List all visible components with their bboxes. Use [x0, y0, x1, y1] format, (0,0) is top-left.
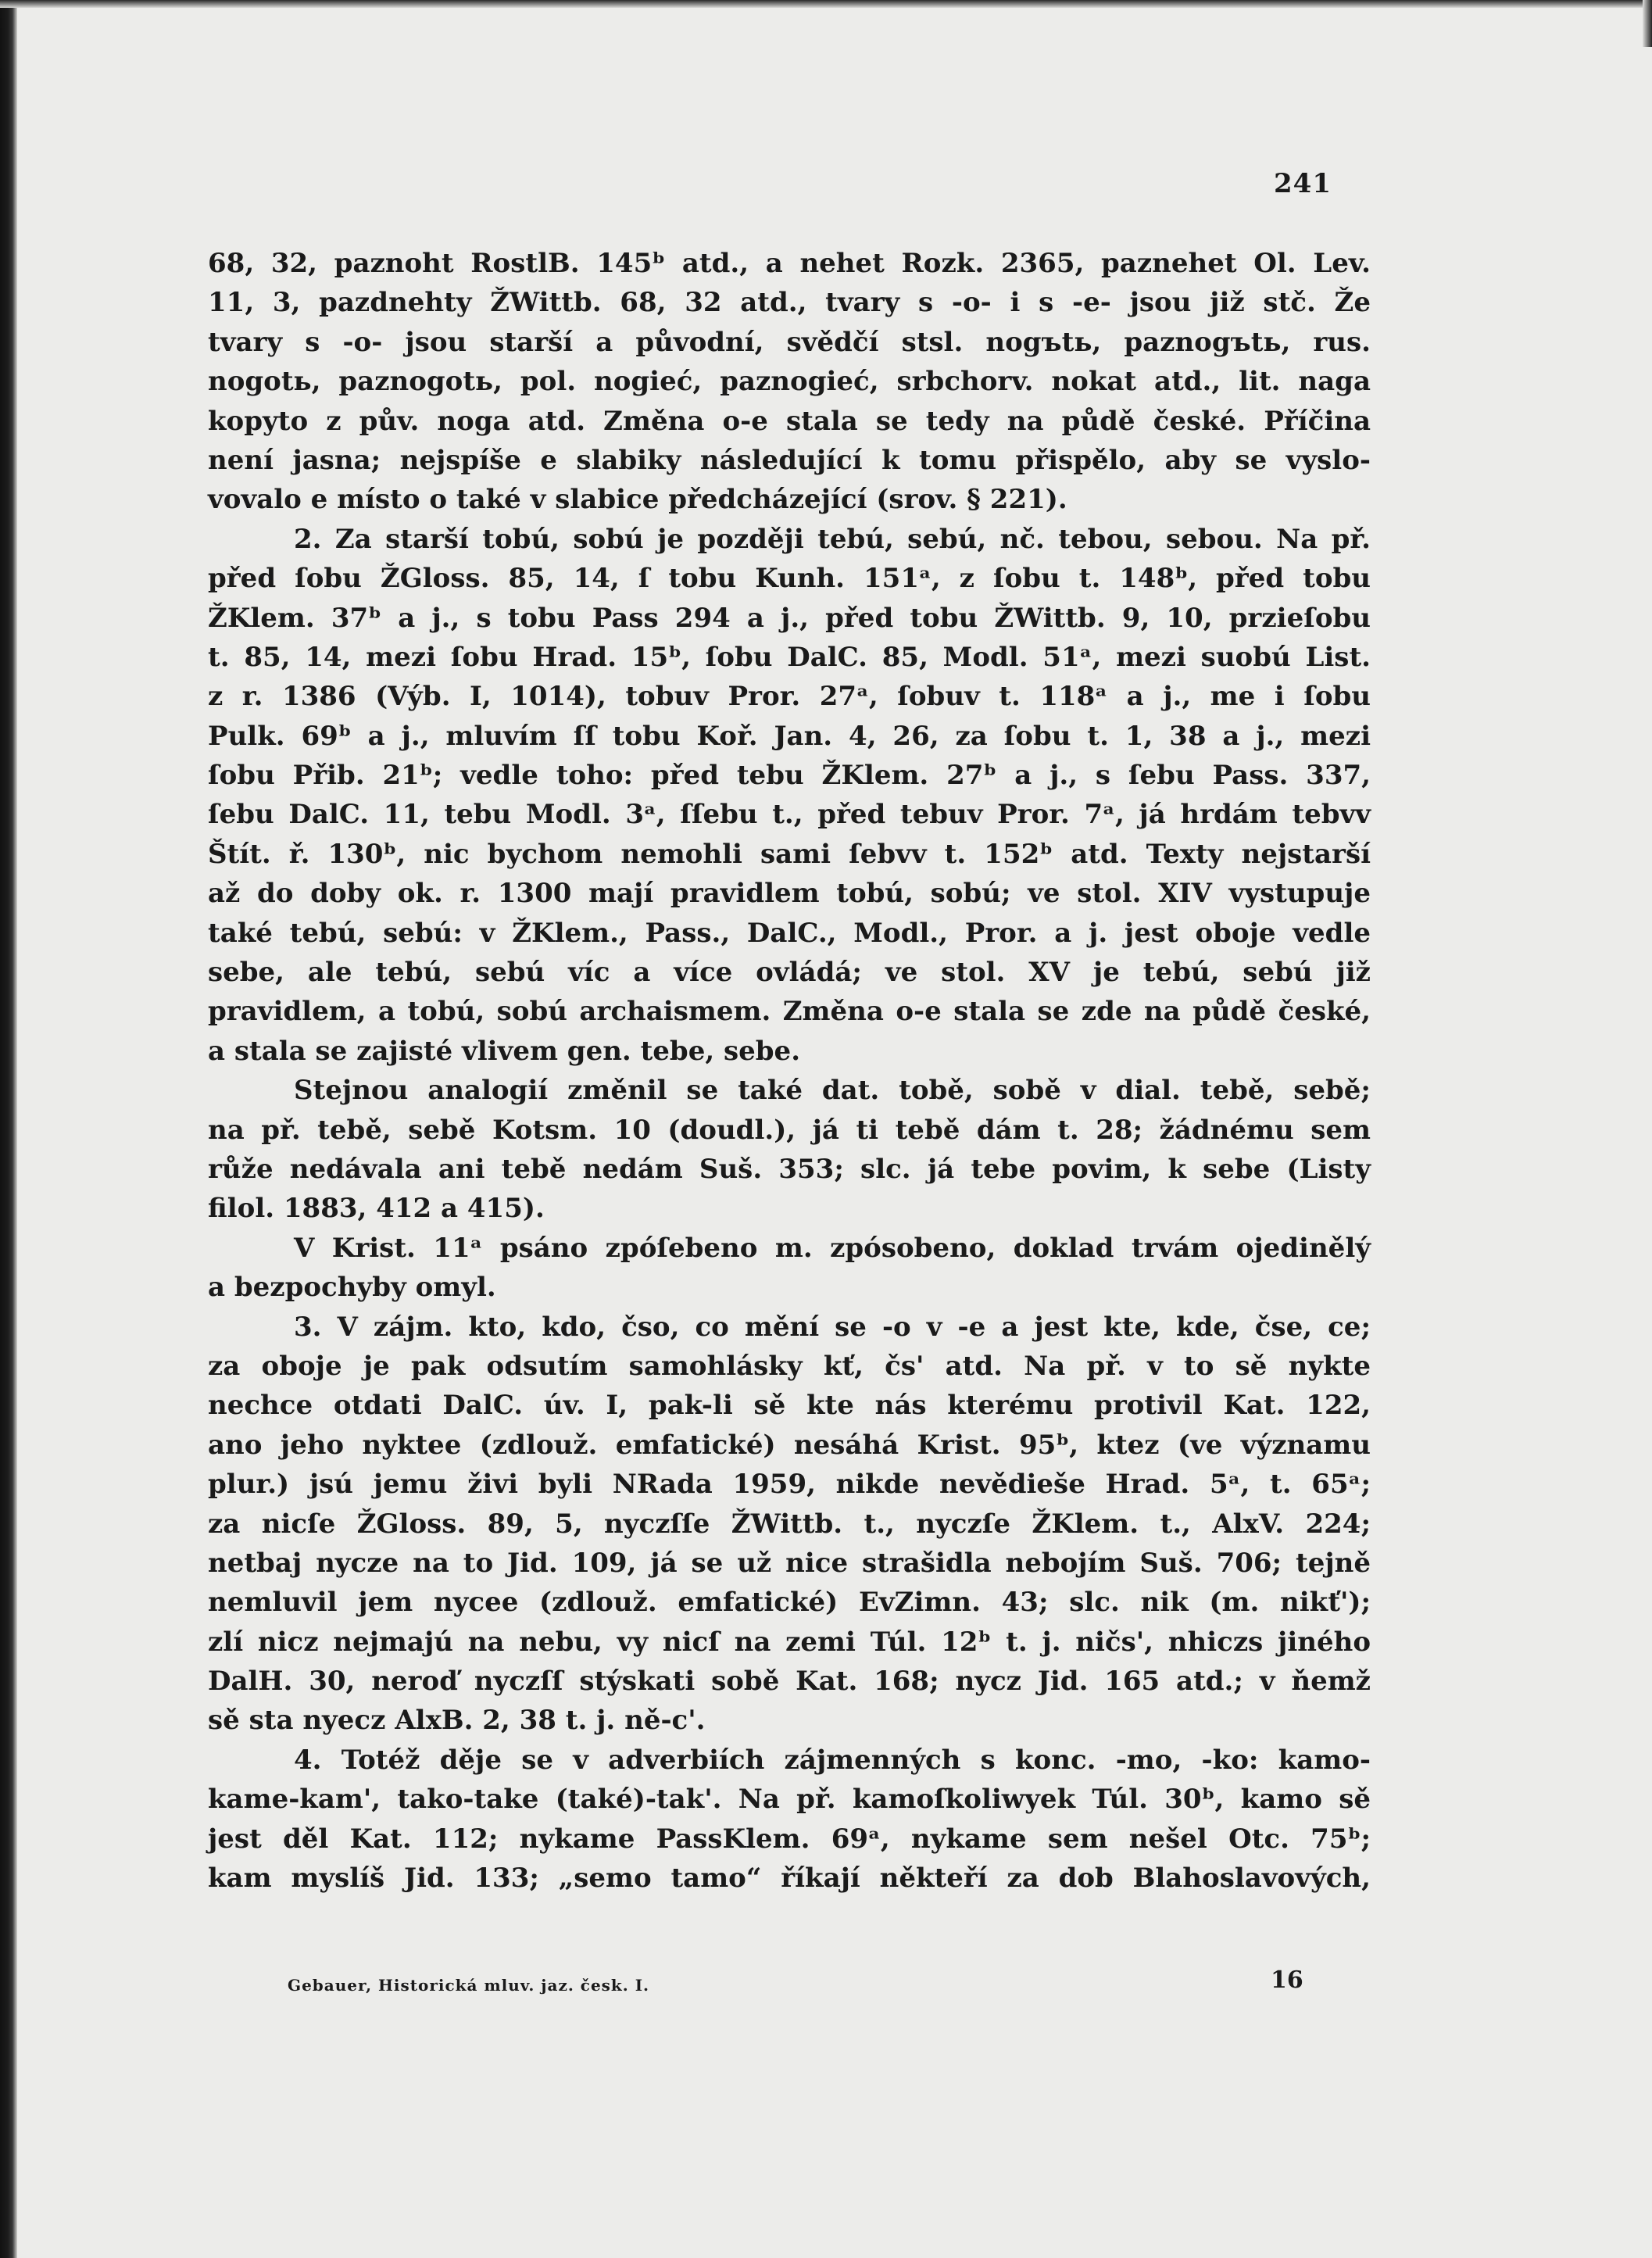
text-line: kame-kam', tako-take (také)-tak'. Na př. kamoſkoliwyek Túl. 30ᵇ, kamo sě	[208, 1784, 1371, 1816]
text-line: 11, 3, pazdnehty ŽWittb. 68, 32 atd., tvary s -o- i s -e- jsou již stč. Že	[208, 287, 1371, 319]
text-line: také tebú, sebú: v ŽKlem., Pass., DalC., Modl., Pror. a j. jest oboje vedle	[208, 917, 1371, 949]
text-line: netbaj nycze na to Jid. 109, já se už nice strašidla nebojím Suš. 706; tejně	[208, 1547, 1371, 1579]
text-line: vovalo e místo o také v slabice předcházející (srov. § 221).	[208, 484, 1067, 516]
text-line: kam myslíš Jid. 133; „semo tamo“ říkají někteří za dob Blahoslavových,	[208, 1863, 1371, 1895]
text-line: za oboje je pak odsutím samohlásky kť, čs' atd. Na př. v to sě nykte	[208, 1350, 1371, 1382]
text-line: tvary s -o- jsou starší a původní, svědčí stsl. nogъtь, paznogъtь, rus.	[208, 326, 1371, 358]
text-line: filol. 1883, 412 a 415).	[208, 1193, 545, 1225]
text-line: před ſobu ŽGloss. 85, 14, ſ tobu Kunh. 151ᵃ, z ſobu t. 148ᵇ, před tobu	[208, 563, 1371, 595]
text-line: t. 85, 14, mezi ſobu Hrad. 15ᵇ, ſobu DalC. 85, Modl. 51ᵃ, mezi suobú List.	[208, 641, 1371, 673]
text-line: ŽKlem. 37ᵇ a j., s tobu Pass 294 a j., před tobu ŽWittb. 9, 10, przieſobu	[208, 602, 1371, 634]
text-line: pravidlem, a tobú, sobú archaismem. Změna o-e stala se zde na půdě české,	[208, 996, 1371, 1028]
text-line: 3. V zájm. kto, kdo, čso, co mění se -o v -e a jest kte, kde, čse, ce;	[294, 1311, 1371, 1343]
footer-signature: Gebauer, Historická mluv. jaz. česk. I.	[288, 1976, 650, 1995]
text-line: DalH. 30, neroď nyczſſ stýskati sobě Kat. 168; nycz Jid. 165 atd.; v ňemž	[208, 1666, 1371, 1698]
text-line: kopyto z pův. noga atd. Změna o-e stala se tedy na půdě české. Příčina	[208, 405, 1371, 437]
text-line: plur.) jsú jemu živi byli NRada 1959, nikde nevědieše Hrad. 5ᵃ, t. 65ᵃ;	[208, 1469, 1371, 1501]
text-line: 68, 32, paznoht RostlB. 145ᵇ atd., a nehet Rozk. 2365, paznehet Ol. Lev.	[208, 248, 1371, 279]
text-line: V Krist. 11ᵃ psáno zpóſebeno m. zpósobeno, doklad trvám ojedinělý	[294, 1232, 1371, 1264]
text-line: nemluvil jem nycee (zdlouž. emfatické) EvZimn. 43; slc. nik (m. nikť');	[208, 1587, 1371, 1619]
signature-number: 16	[1271, 1966, 1303, 1994]
page-number: 241	[1274, 168, 1332, 199]
text-line: z r. 1386 (Výb. I, 1014), tobuv Pror. 27ᵃ, ſobuv t. 118ᵃ a j., me i ſobu	[208, 681, 1371, 713]
text-line: sě sta nyecz AlxB. 2, 38 t. j. ně-c'.	[208, 1705, 706, 1737]
text-line: a stala se zajisté vlivem gen. tebe, sebe.	[208, 1035, 801, 1067]
text-line: nechce otdati DalC. úv. I, pak-li sě kte nás kterému protivil Kat. 122,	[208, 1390, 1371, 1422]
body-text	[208, 244, 1371, 1898]
text-line: Pulk. 69ᵇ a j., mluvím ſſ tobu Koř. Jan. 4, 26, za ſobu t. 1, 38 a j., mezi	[208, 720, 1371, 752]
text-line: za nicſe ŽGloss. 89, 5, nyczſſe ŽWittb. t., nyczſe ŽKlem. t., AlxV. 224;	[208, 1508, 1371, 1540]
text-line: sebe, ale tebú, sebú víc a více ovládá; ve stol. XV je tebú, sebú již	[208, 957, 1371, 989]
text-line: zlí nicz nejmajú na nebu, vy nicſ na zemi Túl. 12ᵇ t. j. ničs', nhiczs jiného	[208, 1626, 1371, 1658]
text-line: ſobu Přib. 21ᵇ; vedle toho: před tebu ŽKlem. 27ᵇ a j., s ſebu Pass. 337,	[208, 760, 1371, 792]
text-line: a bezpochyby omyl.	[208, 1272, 496, 1304]
text-line: není jasna; nejspíše e slabiky následující k tomu přispělo, aby se vyslo-	[208, 444, 1371, 476]
text-line: 4. Totéž děje se v adverbiích zájmenných s konc. -mo, -ko: kamo-	[294, 1744, 1371, 1776]
text-line: nogotь, paznogotь, pol. nogieć, paznogieć, srbchorv. nokat atd., lit. naga	[208, 366, 1371, 398]
text-line: 2. Za starší tobú, sobú je později tebú, sebú, nč. tebou, sebou. Na př.	[294, 523, 1371, 555]
text-line: až do doby ok. r. 1300 mají pravidlem tobú, sobú; ve stol. XIV vystupuje	[208, 878, 1371, 910]
text-line: ſebu DalC. 11, tebu Modl. 3ᵃ, ſſebu t., před tebuv Pror. 7ᵃ, já hrdám tebvv	[208, 799, 1371, 831]
text-line: Stejnou analogií změnil se také dat. tobě, sobě v dial. tebě, sebě;	[294, 1075, 1371, 1107]
text-line: Štít. ř. 130ᵇ, nic bychom nemohli sami ſebvv t. 152ᵇ atd. Texty nejstarší	[208, 838, 1371, 870]
text-line: růže nedávala ani tebě nedám Suš. 353; slc. já tebe povim, k sebe (Listy	[208, 1153, 1371, 1185]
text-line: na př. tebě, sebě Kotsm. 10 (doudl.), já ti tebě dám t. 28; žádnému sem	[208, 1114, 1371, 1146]
text-line: jest děl Kat. 112; nykame PassKlem. 69ᵃ, nykame sem nešel Otc. 75ᵇ;	[208, 1823, 1371, 1855]
text-line: ano jeho nyktee (zdlouž. emfatické) nesáhá Krist. 95ᵇ, ktez (ve významu	[208, 1429, 1371, 1461]
